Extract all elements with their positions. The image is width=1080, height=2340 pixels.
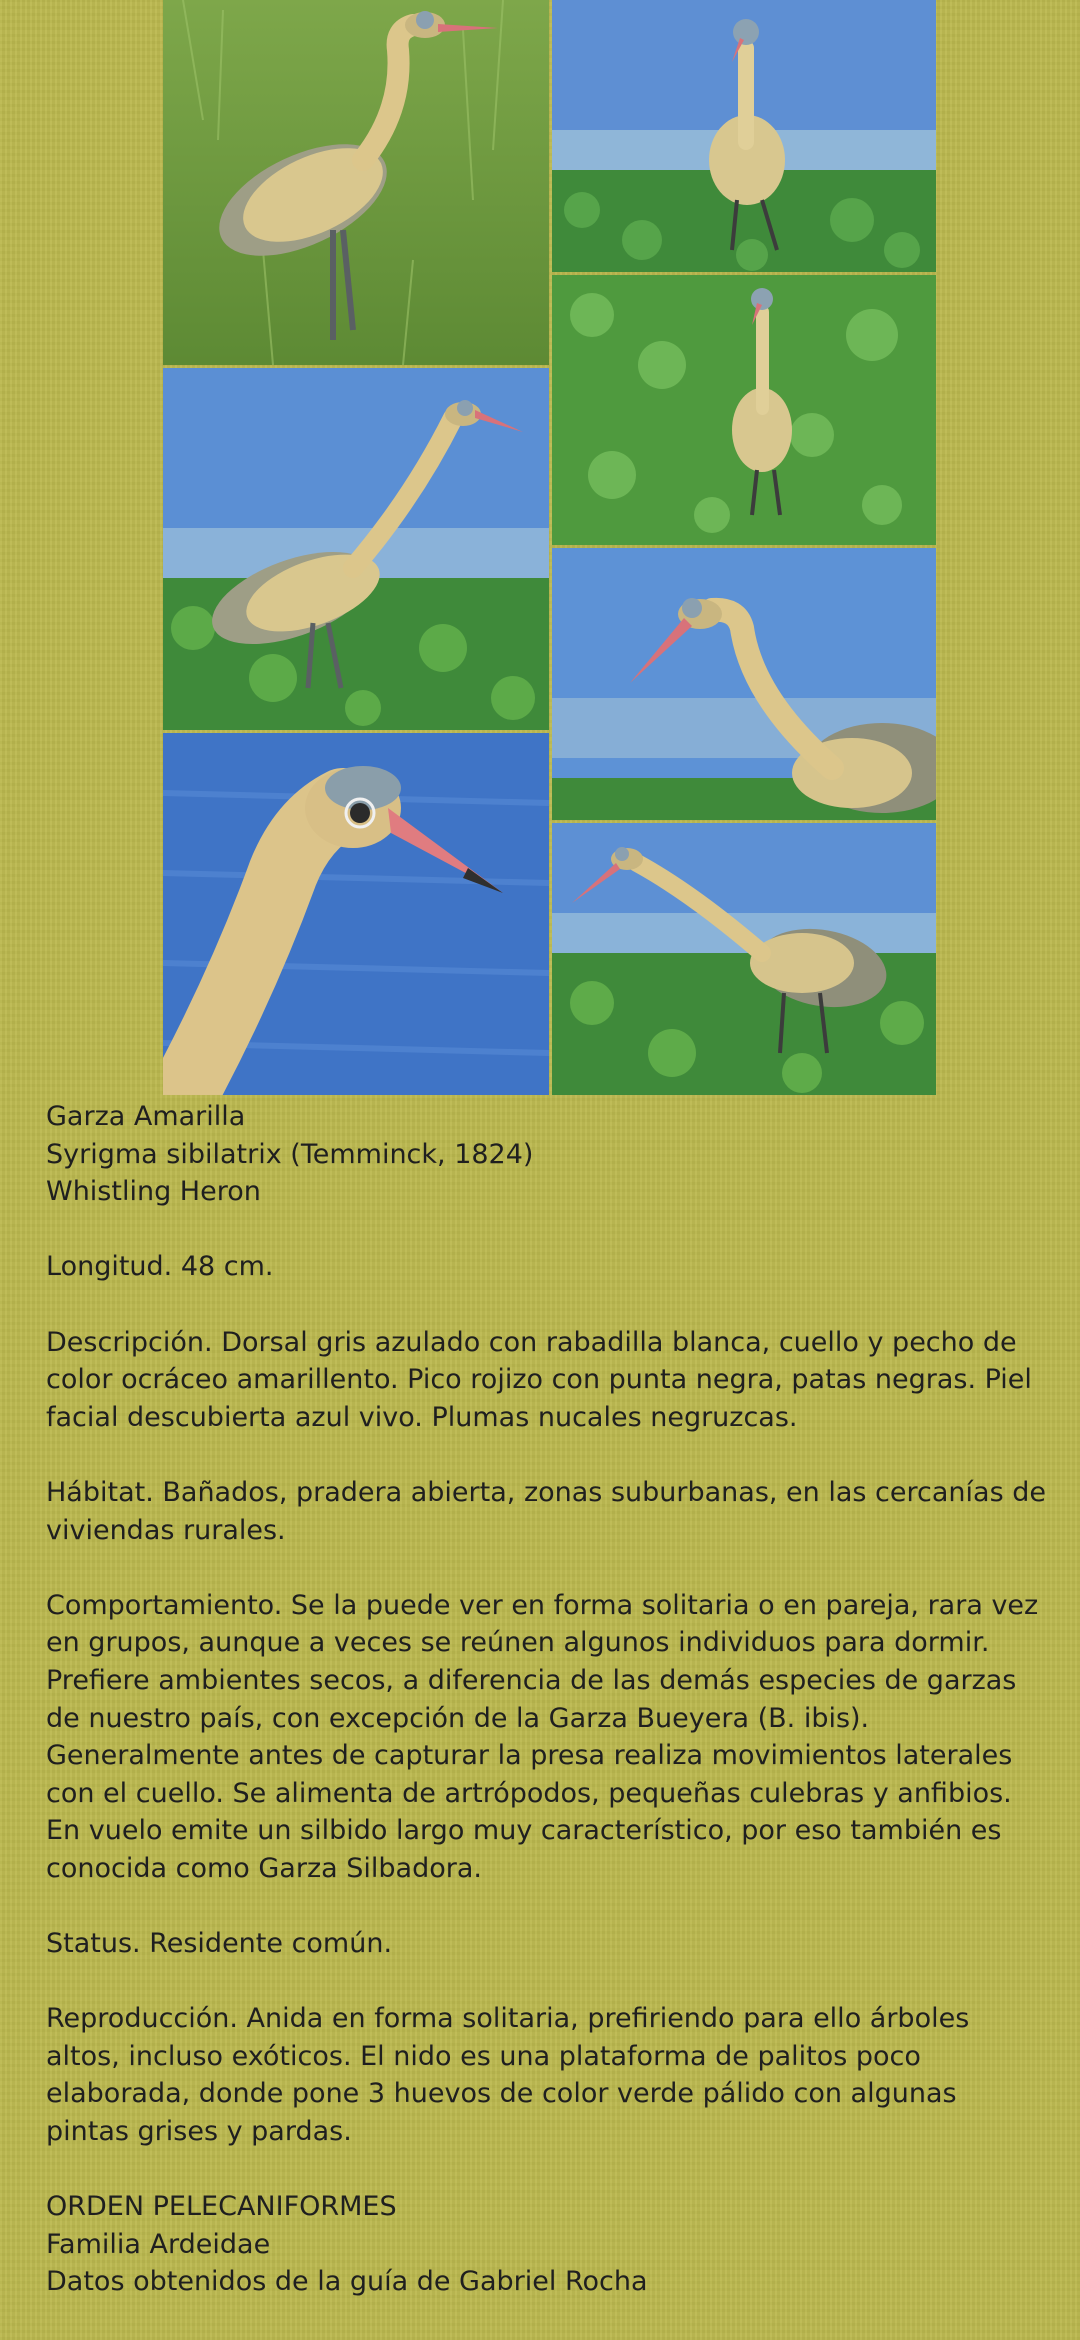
- status: Status. Residente común.: [46, 1928, 393, 1960]
- heron-neck-curve-image: [552, 548, 936, 820]
- taxonomy-order: ORDEN PELECANIFORMES: [46, 2191, 397, 2223]
- photo-heron-stretching: [163, 368, 549, 730]
- heron-field-front-image: [552, 275, 936, 545]
- photo-collage: [163, 0, 936, 1095]
- heron-closeup-head-image: [163, 733, 549, 1095]
- reproduction: Reproducción. Anida en forma solitaria, prefiriendo para ello árboles altos, incluso exóticos. El nido es una plataforma de palitos poco elaborada, donde pone 3 huevos de color verde pálido con algunas pintas grises y pardas.: [46, 2003, 970, 2148]
- heron-water-front-image: [552, 0, 936, 272]
- photo-heron-neck-curve: [552, 548, 936, 820]
- heron-walking-image: [552, 823, 936, 1095]
- common-name: Garza Amarilla: [46, 1101, 246, 1132]
- photo-heron-field-front: [552, 275, 936, 545]
- species-text: [46, 1098, 1046, 2301]
- taxonomy-family: Familia Ardeidae: [46, 2228, 271, 2260]
- photo-heron-walking: [552, 823, 936, 1095]
- length: Longitud. 48 cm.: [46, 1251, 274, 1283]
- source: Datos obtenidos de la guía de Gabriel Rocha: [46, 2266, 648, 2298]
- photo-heron-grass: [163, 0, 549, 365]
- heron-grass-image: [163, 0, 549, 365]
- photo-heron-closeup-head: [163, 733, 549, 1095]
- behavior: Comportamiento. Se la puede ver en forma solitaria o en pareja, rara vez en grupos, aunque a veces se reúnen algunos individuos para dormir. Prefiere ambientes secos, a diferencia de las demás especies de garzas de nuestro país, con excepción de la Garza Bueyera (B. ibis). Generalmente antes de capturar la presa realiza movimientos laterales con el cuello. Se alimenta de artrópodos, pequeñas culebras y anfibios. En vuelo emite un silbido largo muy característico, por eso también es conocida como Garza Silbadora.: [46, 1589, 1039, 1884]
- english-name: Whistling Heron: [46, 1176, 261, 1208]
- habitat: Hábitat. Bañados, pradera abierta, zonas suburbanas, en las cercanías de viviendas rurales.: [46, 1476, 1046, 1546]
- heron-stretching-image: [163, 368, 549, 730]
- description: Descripción. Dorsal gris azulado con rabadilla blanca, cuello y pecho de color ocráceo amarillento. Pico rojizo con punta negra, patas negras. Piel facial descubierta azul vivo. Plumas nucales negruzcas.: [46, 1326, 1032, 1433]
- photo-heron-water-front: [552, 0, 936, 272]
- scientific-name: Syrigma sibilatrix (Temminck, 1824): [46, 1138, 534, 1170]
